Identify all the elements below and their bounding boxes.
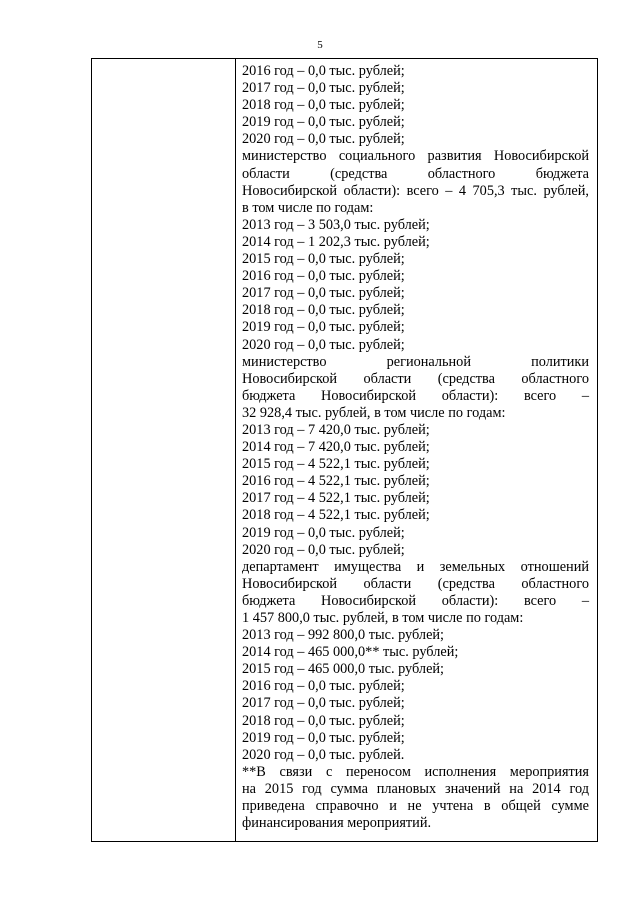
year-line: 2015 год – 0,0 тыс. рублей; bbox=[242, 251, 405, 268]
year-line: 2013 год – 7 420,0 тыс. рублей; bbox=[242, 421, 430, 438]
year-line: 2018 год – 0,0 тыс. рублей; bbox=[242, 97, 405, 114]
year-line: 2020 год – 0,0 тыс. рублей. bbox=[242, 746, 405, 763]
ministry-heading-line: министерство социального развития Новосибирской bbox=[242, 148, 589, 165]
footnote-line: на 2015 год сумма плановых значений на 2014 год bbox=[242, 780, 589, 797]
ministry-heading-line: Новосибирской области): всего – 4 705,3 тыс. рублей, bbox=[242, 182, 589, 199]
year-line: 2019 год – 0,0 тыс. рублей; bbox=[242, 524, 405, 541]
year-line: 2015 год – 465 000,0 тыс. рублей; bbox=[242, 661, 445, 678]
year-line: 2016 год – 0,0 тыс. рублей; bbox=[242, 268, 405, 285]
year-line: 2017 год – 0,0 тыс. рублей; bbox=[242, 695, 405, 712]
department-heading-line: бюджета Новосибирской области): всего – bbox=[242, 592, 589, 609]
year-line: 2019 год – 0,0 тыс. рублей; bbox=[242, 319, 405, 336]
page-number: 5 bbox=[317, 39, 323, 51]
year-line: 2020 год – 0,0 тыс. рублей; bbox=[242, 131, 405, 148]
funding-cell bbox=[242, 63, 589, 832]
year-line: 2018 год – 4 522,1 тыс. рублей; bbox=[242, 507, 430, 524]
year-line: 2020 год – 0,0 тыс. рублей; bbox=[242, 336, 405, 353]
year-line: 2018 год – 0,0 тыс. рублей; bbox=[242, 712, 405, 729]
year-line: 2015 год – 4 522,1 тыс. рублей; bbox=[242, 456, 430, 473]
ministry-heading-line: 32 928,4 тыс. рублей, в том числе по годам: bbox=[242, 404, 506, 421]
column-divider bbox=[235, 59, 236, 841]
year-line: 2019 год – 0,0 тыс. рублей; bbox=[242, 114, 405, 131]
ministry-heading-line: бюджета Новосибирской области): всего – bbox=[242, 387, 589, 404]
ministry-heading-line: министерство региональной политики bbox=[242, 353, 589, 370]
department-heading-line: департамент имущества и земельных отношений bbox=[242, 558, 589, 575]
year-line: 2016 год – 0,0 тыс. рублей; bbox=[242, 678, 405, 695]
year-line: 2018 год – 0,0 тыс. рублей; bbox=[242, 302, 405, 319]
department-heading-line: 1 457 800,0 тыс. рублей, в том числе по годам: bbox=[242, 610, 524, 626]
ministry-heading-line: области (средства областного бюджета bbox=[242, 165, 589, 182]
ministry-heading-line: в том числе по годам: bbox=[242, 199, 374, 216]
year-line: 2014 год – 7 420,0 тыс. рублей; bbox=[242, 439, 430, 456]
year-line: 2014 год – 465 000,0** тыс. рублей; bbox=[242, 644, 459, 661]
department-heading-line: Новосибирской области (средства областного bbox=[242, 575, 589, 592]
year-line: 2017 год – 0,0 тыс. рублей; bbox=[242, 80, 405, 97]
year-line: 2013 год – 3 503,0 тыс. рублей; bbox=[242, 216, 430, 233]
footnote-line: приведена справочно и не учтена в общей сумме bbox=[242, 798, 589, 815]
year-line: 2017 год – 4 522,1 тыс. рублей; bbox=[242, 490, 430, 507]
footnote-line: **В связи с переносом исполнения мероприятия bbox=[242, 763, 589, 780]
year-line: 2014 год – 1 202,3 тыс. рублей; bbox=[242, 233, 430, 250]
year-line: 2020 год – 0,0 тыс. рублей; bbox=[242, 541, 405, 558]
ministry-heading-line: Новосибирской области (средства областного bbox=[242, 370, 589, 387]
year-line: 2017 год – 0,0 тыс. рублей; bbox=[242, 285, 405, 302]
year-line: 2016 год – 4 522,1 тыс. рублей; bbox=[242, 473, 430, 490]
funding-table bbox=[91, 58, 598, 842]
year-line: 2019 год – 0,0 тыс. рублей; bbox=[242, 729, 405, 746]
footnote-line: финансирования мероприятий. bbox=[242, 815, 432, 832]
year-line: 2013 год – 992 800,0 тыс. рублей; bbox=[242, 627, 445, 644]
year-line: 2016 год – 0,0 тыс. рублей; bbox=[242, 63, 405, 79]
